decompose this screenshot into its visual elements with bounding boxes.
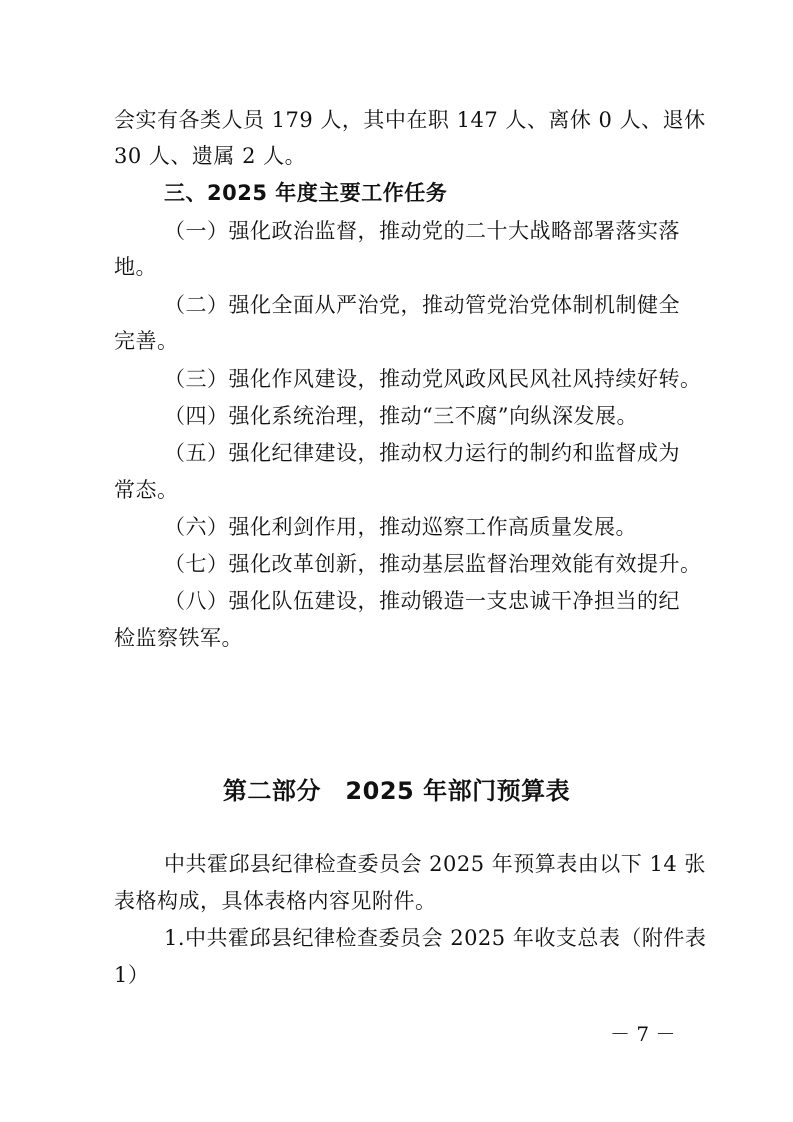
task-2-line-2: 完善。 xyxy=(114,329,179,353)
task-1-line-2: 地。 xyxy=(114,255,157,279)
part-two-title: 第二部分 2025 年部门预算表 xyxy=(222,777,571,805)
task-1-line-1: （一）强化政治监督，推动党的二十大战略部署落实落 xyxy=(164,219,680,243)
item-1-line-1: 1.中共霍邱县纪律检查委员会 2025 年收支总表（附件表 xyxy=(164,926,707,950)
intro-line-1: 中共霍邱县纪律检查委员会 2025 年预算表由以下 14 张 xyxy=(164,852,706,876)
task-8-line-2: 检监察铁军。 xyxy=(114,626,243,650)
page-number: － 7 － xyxy=(610,1022,676,1046)
task-5-line-1: （五）强化纪律建设，推动权力运行的制约和监督成为 xyxy=(164,441,680,465)
personnel-line-2: 30 人、遗属 2 人。 xyxy=(114,144,307,168)
task-5-line-2: 常态。 xyxy=(114,478,179,502)
intro-line-2: 表格构成，具体表格内容见附件。 xyxy=(114,889,437,913)
task-8-line-1: （八）强化队伍建设，推动锻造一支忠诚干净担当的纪 xyxy=(164,589,680,613)
task-2-line-1: （二）强化全面从严治党，推动管党治党体制机制健全 xyxy=(164,293,680,317)
personnel-line-1: 会实有各类人员 179 人，其中在职 147 人、离休 0 人、退休 xyxy=(114,108,706,132)
task-6: （六）强化利剑作用，推动巡察工作高质量发展。 xyxy=(164,515,637,539)
item-1-line-2: 1） xyxy=(114,963,150,987)
section-heading: 三、2025 年度主要工作任务 xyxy=(164,181,448,205)
task-7: （七）强化改革创新，推动基层监督治理效能有效提升。 xyxy=(164,552,702,576)
task-4: （四）强化系统治理，推动“三不腐”向纵深发展。 xyxy=(164,404,638,428)
task-3: （三）强化作风建设，推动党风政风民风社风持续好转。 xyxy=(164,367,702,391)
